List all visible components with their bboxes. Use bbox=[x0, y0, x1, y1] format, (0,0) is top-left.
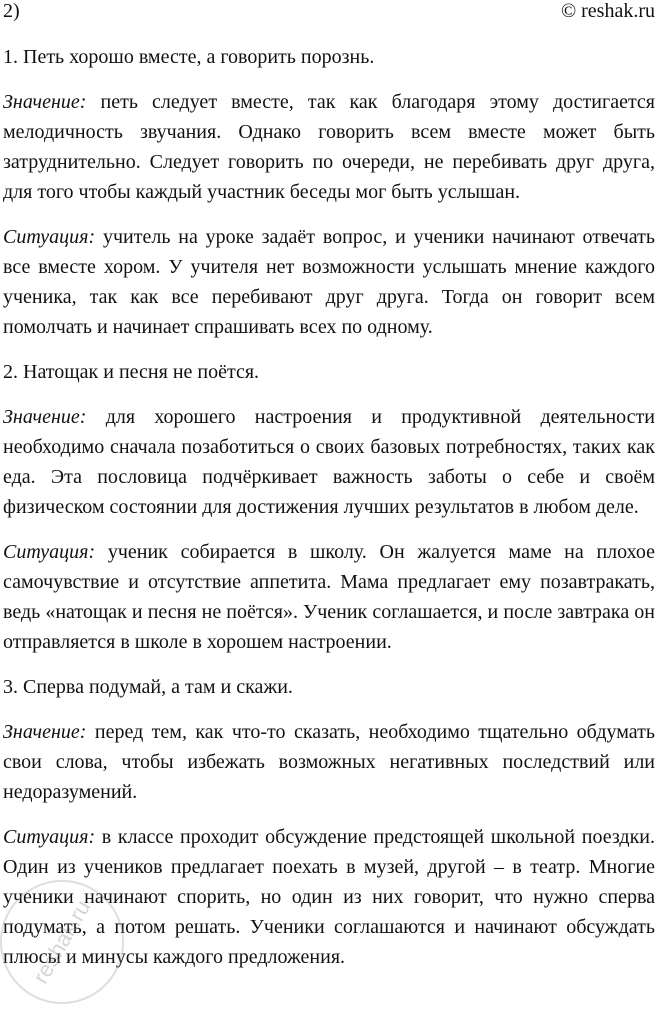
page-header bbox=[3, 0, 655, 26]
situation-label: Ситуация: bbox=[3, 541, 96, 563]
watermark-text: reshak.ru bbox=[27, 895, 96, 988]
proverb-title: 1. Петь хорошо вместе, а говорить порознь. bbox=[3, 46, 375, 68]
proverb-title: 3. Сперва подумай, а там и скажи. bbox=[3, 676, 293, 698]
meaning-label: Значение: bbox=[3, 91, 87, 113]
meaning-text: петь следует вместе, так как благодаря этому достигается мелодичность звучания. Однако говорить всем вместе может быть затруднительно. Следует говорить по очереди, не перебивать друг друга, для того чтобы каждый участник беседы мог быть услышан. bbox=[3, 91, 656, 203]
situation-paragraph bbox=[3, 822, 655, 972]
situation-text: в классе проходит обсуждение предстоящей школьной поездки. Один из учеников предлагает поехать в музей, другой – в театр. Многие ученики начинают спорить, но один из них говорит, что нужно сперва подумать, а потом решать. Ученики соглашаются и начинают обсуждать плюсы и минусы каждого предложения. bbox=[3, 826, 655, 968]
meaning-label: Значение: bbox=[3, 721, 87, 743]
meaning-text: перед тем, как что-то сказать, необходимо тщательно обдумать свои слова, чтобы избежать возможных негативных последствий или недоразумений. bbox=[3, 721, 655, 803]
answer-content bbox=[3, 42, 655, 987]
situation-label: Ситуация: bbox=[3, 826, 96, 848]
task-number: 2) bbox=[3, 0, 20, 22]
situation-text: ученик собирается в школу. Он жалуется маме на плохое самочувствие и отсутствие аппетита. Мама предлагает ему позавтракать, ведь «натощак и песня не поётся». Ученик соглашается, и после завтрака он отправляется в школе в хорошем настроении. bbox=[3, 541, 655, 653]
proverb-title: 2. Натощак и песня не поётся. bbox=[3, 361, 260, 383]
meaning-label: Значение: bbox=[3, 406, 87, 428]
meaning-paragraph bbox=[3, 87, 655, 207]
meaning-text: для хорошего настроения и продуктивной деятельности необходимо сначала позаботиться о своих базовых потребностях, таких как еда. Эта пословица подчёркивает важность заботы о себе и своём физическом состоянии для достижения лучших результатов в любом деле. bbox=[3, 406, 655, 518]
situation-paragraph bbox=[3, 222, 655, 342]
meaning-paragraph bbox=[3, 402, 655, 522]
situation-text: учитель на уроке задаёт вопрос, и ученики начинают отвечать все вместе хором. У учителя нет возможности услышать мнение каждого ученика, так как все перебивают друг друга. Тогда он говорит всем помолчать и начинает спрашивать всех по одному. bbox=[3, 226, 656, 338]
source-credit: © reshak.ru bbox=[560, 0, 655, 22]
situation-paragraph bbox=[3, 537, 655, 657]
situation-label: Ситуация: bbox=[3, 226, 96, 248]
meaning-paragraph bbox=[3, 717, 655, 807]
